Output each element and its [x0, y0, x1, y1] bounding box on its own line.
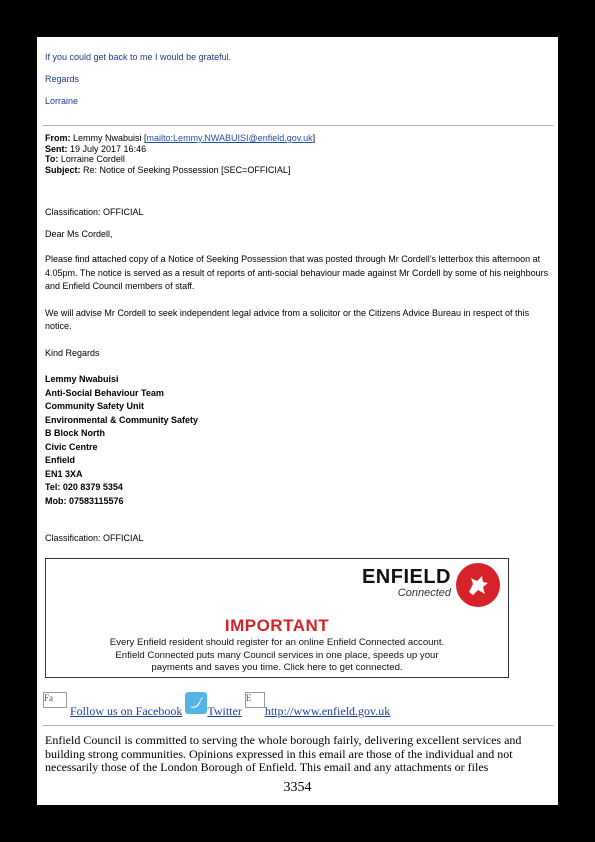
signature-line: Community Safety Unit	[45, 401, 145, 411]
logo-main: ENFIELD	[361, 566, 451, 588]
closing: Kind Regards	[45, 347, 100, 358]
to-row	[45, 154, 315, 165]
from-email-link[interactable]: mailto:Lemmy.NWABUISI@enfield.gov.uk	[146, 133, 313, 143]
signature-line: Environmental & Community Safety	[45, 414, 199, 425]
reply-regards: Regards	[45, 74, 80, 84]
classification-top: Classification: OFFICIAL	[45, 207, 144, 217]
subject-row	[45, 165, 315, 176]
signature-line: B Block North	[45, 428, 106, 438]
disclaimer: Enfield Council is committed to serving the whole borough fairly, delivering excellent services and building strong communities. Opinions expressed in this email are those of the individual and not necessarily those of the London Borough of Enfield. This email and any attachments or files	[45, 733, 522, 774]
signature-line: Mob: 07583115576	[45, 495, 124, 506]
logo-sub: Connected	[397, 587, 451, 599]
reply-message	[45, 53, 231, 119]
paragraph-1: Please find attached copy of a Notice of Seeking Possession that was posted through Mr Cordell’s letterbox this afternoon at 4.05pm. The notice is served as a result of reports of anti-social behaviour made against Mr Cordell by some of his neighbours and Enfield Council members of staff.	[45, 254, 549, 291]
signature-line: Lemmy Nwabuisi	[45, 374, 119, 384]
paragraph-2: We will advise Mr Cordell to seek independent legal advice from a solicitor or the Citizens Advice Bureau in respect of this notice.	[45, 307, 530, 331]
signature-line: Enfield	[45, 455, 76, 465]
signature-line: EN1 3XA	[45, 468, 83, 479]
dragon-crest-icon	[456, 563, 500, 607]
signature-line: Tel: 020 8379 5354	[45, 482, 123, 492]
divider	[43, 725, 553, 726]
signature-line: Anti-Social Behaviour Team	[45, 387, 164, 398]
classification-bottom: Classification: OFFICIAL	[45, 533, 144, 543]
social-links	[43, 692, 390, 718]
divider	[43, 125, 553, 126]
to-label: To:	[45, 154, 59, 164]
document-page	[37, 37, 558, 805]
signature-block	[45, 373, 551, 508]
banner-line: Enfield Connected puts many Council services in one place, speeds up your	[115, 649, 439, 661]
enfield-logo-text	[362, 567, 451, 599]
from-row	[45, 133, 315, 144]
banner-line: payments and saves you time. Click here to get connected.	[151, 662, 403, 673]
sent-label: Sent:	[45, 143, 68, 154]
facebook-link[interactable]: Follow us on Facebook	[70, 704, 183, 718]
email-body	[45, 206, 551, 546]
from-end: ]	[312, 133, 316, 143]
website-link[interactable]: http://www.enfield.gov.uk	[264, 704, 391, 718]
signature-line: Civic Centre	[45, 441, 98, 452]
from-name: Lemmy Nwabuisi [	[73, 133, 147, 143]
subject-label: Subject:	[45, 164, 81, 175]
important-heading: IMPORTANT	[224, 616, 330, 635]
reply-signoff: Lorraine	[45, 96, 79, 106]
twitter-icon	[185, 692, 207, 714]
to-value: Lorraine Cordell	[60, 154, 125, 164]
enfield-connected-banner[interactable]	[45, 558, 509, 678]
page-number: 3354	[283, 780, 312, 795]
facebook-icon: Fa	[43, 692, 67, 708]
email-header	[45, 133, 315, 175]
twitter-link[interactable]: Twitter	[207, 704, 242, 718]
sent-value: 19 July 2017 16:46	[70, 143, 147, 154]
from-label: From:	[45, 133, 71, 143]
website-icon: E	[245, 692, 265, 708]
sent-row	[45, 144, 315, 155]
reply-line: If you could get back to me I would be grateful.	[45, 52, 232, 62]
banner-text	[52, 637, 502, 675]
greeting: Dear Ms Cordell,	[45, 228, 113, 239]
banner-line: Every Enfield resident should register for an online Enfield Connected account.	[109, 637, 445, 648]
subject-value: Re: Notice of Seeking Possession [SEC=OFFICIAL]	[83, 164, 291, 175]
